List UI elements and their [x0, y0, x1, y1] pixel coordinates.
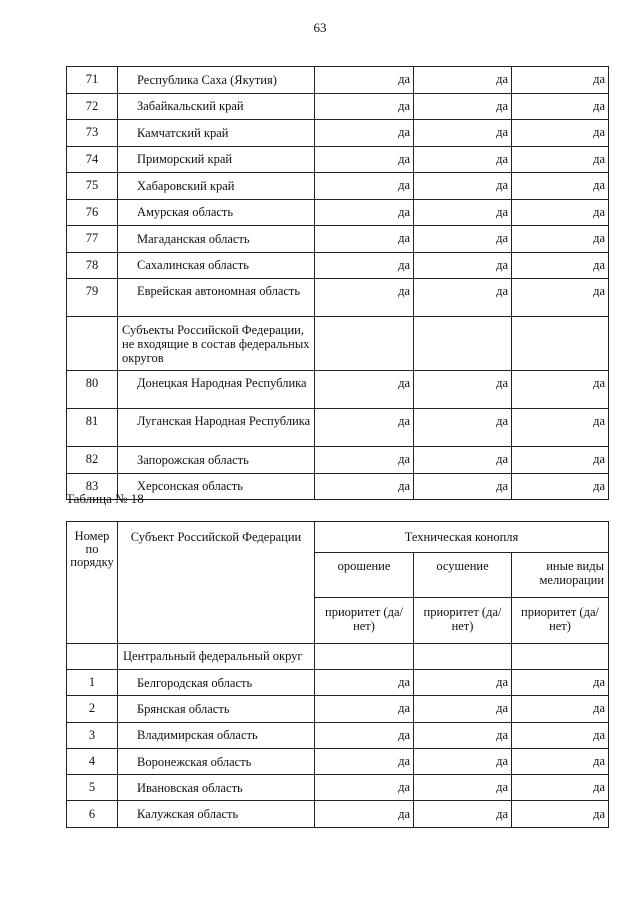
- row-value: да: [414, 722, 512, 748]
- row-value: да: [315, 696, 414, 722]
- row-number: 1: [67, 670, 118, 696]
- header-priority: приоритет (да/нет): [315, 598, 414, 644]
- group-label: Субъекты Российской Федерации, не входящие в состав федеральных округов: [118, 317, 315, 371]
- row-value: да: [512, 447, 609, 474]
- row-value: да: [315, 775, 414, 801]
- row-value: да: [315, 120, 414, 147]
- group-num-cell: [67, 317, 118, 371]
- district-empty-cell: [512, 644, 609, 670]
- header-irrigation: орошение: [315, 553, 414, 598]
- table-row: [67, 173, 609, 200]
- district-empty-cell: [315, 644, 414, 670]
- table-row: [67, 252, 609, 279]
- header-subject: Субъект Российской Федерации: [118, 522, 315, 644]
- row-value: да: [414, 409, 512, 447]
- table-row: [67, 93, 609, 120]
- table-row: [67, 801, 609, 827]
- table-row: [67, 775, 609, 801]
- row-subject-name: Забайкальский край: [118, 93, 315, 120]
- district-row: [67, 644, 609, 670]
- table-row: [67, 67, 609, 94]
- row-number: 72: [67, 93, 118, 120]
- row-value: да: [414, 696, 512, 722]
- row-value: да: [315, 173, 414, 200]
- row-value: да: [315, 748, 414, 774]
- district-label: Центральный федеральный округ: [118, 644, 315, 670]
- row-value: да: [414, 748, 512, 774]
- row-value: да: [315, 371, 414, 409]
- row-value: да: [512, 120, 609, 147]
- table2-header: [67, 522, 609, 644]
- table-row: [67, 279, 609, 317]
- table-row: [67, 371, 609, 409]
- row-number: 4: [67, 748, 118, 774]
- row-value: да: [512, 93, 609, 120]
- row-value: да: [315, 199, 414, 226]
- row-value: да: [512, 252, 609, 279]
- row-subject-name: Магаданская область: [118, 226, 315, 253]
- row-subject-name: Республика Саха (Якутия): [118, 67, 315, 94]
- header-drainage: осушение: [414, 553, 512, 598]
- table-row: [67, 748, 609, 774]
- group-row: [67, 317, 609, 371]
- row-number: 74: [67, 146, 118, 173]
- row-value: да: [414, 279, 512, 317]
- header-crop: Техническая конопля: [315, 522, 609, 553]
- row-value: да: [414, 473, 512, 500]
- row-value: да: [315, 67, 414, 94]
- row-value: да: [414, 670, 512, 696]
- table-row: [67, 120, 609, 147]
- row-number: 71: [67, 67, 118, 94]
- table-row: [67, 447, 609, 474]
- row-number: 3: [67, 722, 118, 748]
- row-number: 6: [67, 801, 118, 827]
- row-value: да: [512, 801, 609, 827]
- row-value: да: [315, 722, 414, 748]
- row-subject-name: Хабаровский край: [118, 173, 315, 200]
- row-subject-name: Воронежская область: [118, 748, 315, 774]
- row-value: да: [512, 226, 609, 253]
- row-value: да: [512, 722, 609, 748]
- row-subject-name: Луганская Народная Республика: [118, 409, 315, 447]
- row-subject-name: Херсонская область: [118, 473, 315, 500]
- row-value: да: [315, 801, 414, 827]
- row-value: да: [414, 775, 512, 801]
- row-value: да: [414, 146, 512, 173]
- row-value: да: [414, 447, 512, 474]
- table-row: [67, 146, 609, 173]
- row-value: да: [512, 409, 609, 447]
- row-number: 79: [67, 279, 118, 317]
- group-empty-cell: [512, 317, 609, 371]
- page-number: 63: [313, 20, 327, 35]
- row-value: да: [315, 93, 414, 120]
- group-empty-cell: [414, 317, 512, 371]
- row-value: да: [512, 473, 609, 500]
- row-value: да: [512, 775, 609, 801]
- header-other-melioration: иные виды мелиорации: [512, 553, 609, 598]
- table-caption: Таблица № 18: [66, 491, 144, 506]
- row-value: да: [414, 93, 512, 120]
- row-number: 77: [67, 226, 118, 253]
- table-row: [67, 199, 609, 226]
- row-value: да: [414, 67, 512, 94]
- header-number: Номер по порядку: [67, 522, 118, 644]
- row-value: да: [315, 226, 414, 253]
- row-subject-name: Запорожская область: [118, 447, 315, 474]
- row-number: 82: [67, 447, 118, 474]
- row-value: да: [315, 670, 414, 696]
- header-priority: приоритет (да/нет): [414, 598, 512, 644]
- row-value: да: [414, 199, 512, 226]
- row-subject-name: Сахалинская область: [118, 252, 315, 279]
- row-value: да: [512, 67, 609, 94]
- row-value: да: [414, 120, 512, 147]
- row-subject-name: Донецкая Народная Республика: [118, 371, 315, 409]
- row-value: да: [414, 801, 512, 827]
- table-row: [67, 696, 609, 722]
- row-number: 75: [67, 173, 118, 200]
- header-priority: приоритет (да/нет): [512, 598, 609, 644]
- table-row: [67, 409, 609, 447]
- row-value: да: [414, 226, 512, 253]
- row-number: 76: [67, 199, 118, 226]
- group-empty-cell: [315, 317, 414, 371]
- row-subject-name: Владимирская область: [118, 722, 315, 748]
- row-number: 5: [67, 775, 118, 801]
- table-row: [67, 473, 609, 500]
- row-value: да: [512, 748, 609, 774]
- row-value: да: [414, 252, 512, 279]
- subjects-table-continued: [66, 66, 609, 500]
- row-value: да: [315, 146, 414, 173]
- row-number: 81: [67, 409, 118, 447]
- row-value: да: [512, 371, 609, 409]
- row-value: да: [414, 371, 512, 409]
- row-value: да: [512, 670, 609, 696]
- table-18: [66, 521, 609, 828]
- row-subject-name: Еврейская автономная область: [118, 279, 315, 317]
- row-number: 78: [67, 252, 118, 279]
- row-value: да: [315, 409, 414, 447]
- row-value: да: [315, 473, 414, 500]
- row-subject-name: Белгородская область: [118, 670, 315, 696]
- row-subject-name: Амурская область: [118, 199, 315, 226]
- row-value: да: [315, 279, 414, 317]
- district-empty-cell: [414, 644, 512, 670]
- row-value: да: [512, 199, 609, 226]
- row-value: да: [315, 252, 414, 279]
- district-num-cell: [67, 644, 118, 670]
- row-subject-name: Приморский край: [118, 146, 315, 173]
- row-subject-name: Брянская область: [118, 696, 315, 722]
- table-row: [67, 722, 609, 748]
- table2-body: [67, 644, 609, 828]
- row-value: да: [414, 173, 512, 200]
- row-value: да: [512, 146, 609, 173]
- table1-group: [67, 317, 609, 371]
- row-number: 73: [67, 120, 118, 147]
- table1-rows-before: [67, 67, 609, 317]
- row-subject-name: Камчатский край: [118, 120, 315, 147]
- row-value: да: [512, 696, 609, 722]
- row-number: 2: [67, 696, 118, 722]
- row-value: да: [512, 173, 609, 200]
- row-value: да: [315, 447, 414, 474]
- row-value: да: [512, 279, 609, 317]
- row-subject-name: Ивановская область: [118, 775, 315, 801]
- row-number: 80: [67, 371, 118, 409]
- table1-rows-after: [67, 371, 609, 500]
- table-row: [67, 670, 609, 696]
- table-row: [67, 226, 609, 253]
- row-subject-name: Калужская область: [118, 801, 315, 827]
- row-number: 83: [67, 473, 118, 500]
